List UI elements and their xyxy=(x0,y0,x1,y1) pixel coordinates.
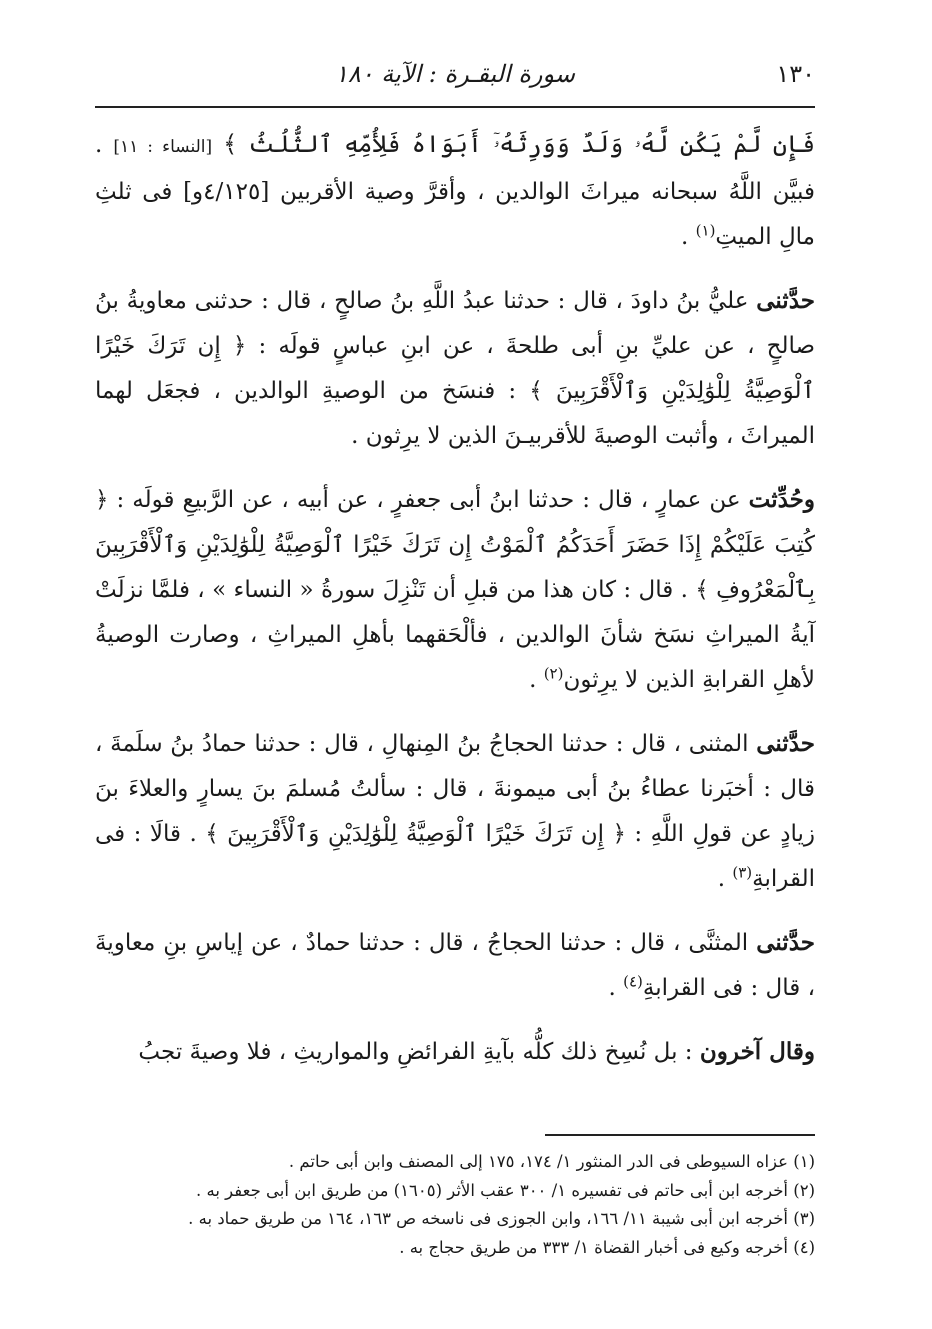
paragraph-lead: حدَّثنى xyxy=(756,287,815,314)
paragraph-1 xyxy=(95,122,815,260)
footnote-3: (٣) أخرجه ابن أبى شيبة ١١/ ١٦٦، وابن الجوزى فى ناسخه ص ١٦٣، ١٦٤ من طريق حماد به . xyxy=(188,1209,815,1228)
verse-reference: [النساء : ١١] xyxy=(113,137,213,157)
footnote-1: (١) عزاه السيوطى فى الدر المنثور ١/ ١٧٤، ١٧٥ إلى المصنف وابن أبى حاتم . xyxy=(288,1152,815,1171)
paragraph-5 xyxy=(95,920,815,1011)
paragraph-end: . xyxy=(717,866,733,892)
footnote-marker: (٣) xyxy=(732,863,753,882)
footnote-marker: (٤) xyxy=(623,972,643,991)
footnote-4: (٤) أخرجه وكيع فى أخبار القضاة ١/ ٣٣٣ من طريق حجاج به . xyxy=(399,1237,815,1257)
paragraph-3 xyxy=(95,477,815,703)
paragraph-lead: وحُدِّثت xyxy=(748,486,815,513)
paragraph-text: عليُّ بنُ داودَ ، قال : حدثنا عبدُ اللَّهِ بنُ صالحٍ ، قال : حدثنى معاويةُ بنُ صالحٍ ، عن عليِّ بنِ أبى طلحةَ ، عن ابنِ عباسٍ قولَه : ﴿ إِن تَرَكَ خَيْرًا ٱلْوَصِيَّةُ لِلْوَٰلِدَيْنِ وَٱلْأَقْرَبِينَ ﴾ : فنسَخ من الوصيةِ الوالدين ، فجعَل لهما الميراثَ ، وأثبت الوصيةَ للأقربيـنَ الذين لا يرِثون . xyxy=(95,288,815,449)
footnote-2: (٢) أخرجه ابن أبى حاتم فى تفسيره ١/ ٣٠٠ عقب الأثر (١٦٠٥) من طريق ابن أبى جعفر به . xyxy=(196,1180,815,1200)
paragraph-text: عن عمارٍ ، قال : حدثنا ابنُ أبى جعفرٍ ، عن أبيه ، عن الرَّبيعِ قولَه : ﴿ كُتِبَ عَلَيْكُمْ إِذَا حَضَرَ أَحَدَكُمُ ٱلْمَوْتُ إِن تَرَكَ خَيْرًا ٱلْوَصِيَّةُ لِلْوَٰلِدَيْنِ وَٱلْأَقْرَبِينَ بِٱلْمَعْرُوفِ ﴾ . قال : كان هذا من قبلِ أن تَنْزِلَ سورةُ « النساء » ، فلمَّا نزلَتْ آيةُ الميراثِ نسَخ شأنَ الوالدين ، فألْحَقهما بأهلِ الميراثِ ، وصارت الوصيةُ لأهلِ القرابةِ الذين لا يرِثون xyxy=(95,487,815,693)
paragraph-text: المثنَّى ، قال : حدثنا الحجاجُ ، قال : حدثنا حمادٌ ، عن إياسِ بنِ معاويةَ ، قال : فى القرابةِ xyxy=(95,930,815,1001)
page-header xyxy=(95,56,815,96)
paragraph-end: . xyxy=(608,975,624,1001)
footnotes xyxy=(95,1148,815,1262)
paragraph-6 xyxy=(95,1029,815,1075)
running-title: سورة البقـرة : الآية ١٨٠ xyxy=(334,60,576,88)
footnote-marker: (١) xyxy=(695,221,716,240)
page-number: ١٣٠ xyxy=(776,60,815,88)
header-rule xyxy=(95,106,815,108)
main-text xyxy=(95,122,815,1075)
paragraph-text: . فبيَّن اللَّهُ سبحانه ميراثَ الوالدين ، وأقرَّ وصية الأقربين [٤/١٢٥و] فى ثلثِ مالِ الميتِ xyxy=(95,132,815,250)
paragraph-text: : بل نُسِخ ذلك كلُّه بآيةِ الفرائضِ والمواريثِ ، فلا وصيةَ تجبُ xyxy=(138,1039,700,1065)
footnote-marker: (٢) xyxy=(543,664,564,683)
paragraph-2 xyxy=(95,278,815,459)
paragraph-lead: حدَّثنى xyxy=(756,929,815,956)
paragraph-end: . xyxy=(529,667,544,693)
paragraph-4 xyxy=(95,721,815,902)
book-page xyxy=(95,56,816,1257)
paragraph-lead: حدَّثنى xyxy=(756,730,815,757)
paragraph-lead: وقال آخرون xyxy=(699,1038,815,1065)
paragraph-text: المثنى ، قال : حدثنا الحجاجُ بنُ المِنهالِ ، قال : حدثنا حمادُ بنُ سلَمةَ ، قال : أخبَرنا عطاءُ بنُ أبى ميمونةَ ، قال : سألتُ مُسلمَ بنَ يسارٍ والعلاءَ بنَ زيادٍ عن قولِ اللَّهِ : ﴿ إِن تَرَكَ خَيْرًا ٱلْوَصِيَّةُ لِلْوَٰلِدَيْنِ وَٱلْأَقْرَبِينَ ﴾ . قالَا : فى القرابةِ xyxy=(95,731,815,892)
paragraph-end: . xyxy=(681,224,696,250)
quran-verse: فَإِن لَّمْ يَكُن لَّهُۥ وَلَدٌ وَوَرِثَهُۥٓ أَبَوَاهُ فَلِأُمِّهِ ٱلثُّلُثُ ﴾ xyxy=(223,130,816,158)
footnote-rule xyxy=(545,1134,815,1136)
